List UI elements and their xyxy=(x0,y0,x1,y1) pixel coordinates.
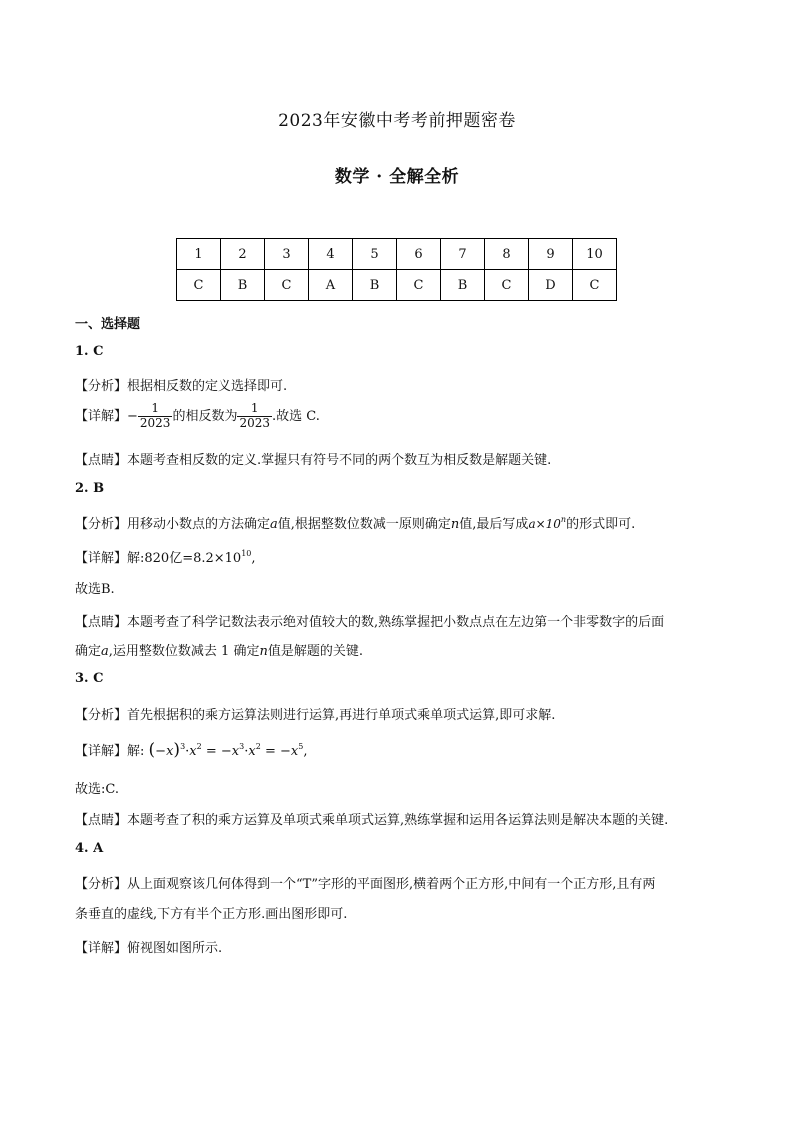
scientific-exponent: n xyxy=(560,515,567,524)
q3-detail-prefix: 【详解】解: xyxy=(75,744,145,759)
answer-cell: B xyxy=(441,270,485,301)
q4-detail: 【详解】俯视图如图所示. xyxy=(75,941,223,956)
q2-choose: 故选B. xyxy=(75,582,115,597)
q1-fraction-2 xyxy=(237,402,272,431)
q2-analysis-part: 值,根据整数位数减一原则确定 xyxy=(277,517,451,532)
answer-cell: C xyxy=(177,270,221,301)
q1-detail-mid: 的相反数为 xyxy=(172,408,238,424)
answer-cell: C xyxy=(397,270,441,301)
question-number-cell: 1 xyxy=(177,239,221,270)
q3-choose: 故选:C. xyxy=(75,782,119,797)
question-number-cell: 9 xyxy=(529,239,573,270)
q3-formula: $(-x)^3\cdot x^2 = -x^3\cdot x^2 = -x^5$, xyxy=(148,740,308,760)
fraction-denominator: 2023 xyxy=(139,415,171,430)
question-number-cell: 10 xyxy=(573,239,617,270)
answer-cell: C xyxy=(573,270,617,301)
q2-analysis-part: 的形式即可. xyxy=(566,517,636,532)
answer-cell: B xyxy=(221,270,265,301)
answer-cell: A xyxy=(309,270,353,301)
q1-fraction-1 xyxy=(138,402,173,431)
q1-label: 1. C xyxy=(75,344,104,359)
fraction-numerator: 1 xyxy=(237,402,272,417)
answer-cell: D xyxy=(529,270,573,301)
document-subtitle: 数学 · 全解全析 xyxy=(334,167,460,187)
answer-table-answer-row xyxy=(177,270,617,301)
q2-comment-1: 【点睛】本题考查了科学记数法表示绝对值较大的数,熟练掌握把小数点点在左边第一个非零数字的后面 xyxy=(75,615,665,630)
q1-analysis: 【分析】根据相反数的定义选择即可. xyxy=(75,379,288,394)
q2-comment-part: 值是解题的关键. xyxy=(267,644,363,659)
var-n: n xyxy=(450,517,460,532)
q4-label: 4. A xyxy=(75,841,104,856)
fraction-numerator: 1 xyxy=(138,402,173,417)
question-number-cell: 2 xyxy=(221,239,265,270)
q2-detail xyxy=(75,547,735,566)
answer-cell: C xyxy=(485,270,529,301)
section-title: 一、选择题 xyxy=(75,317,141,332)
q3-label: 3. C xyxy=(75,671,104,686)
question-number-cell: 6 xyxy=(397,239,441,270)
q2-analysis xyxy=(75,513,735,532)
q4-analysis-2: 条垂直的虚线,下方有半个正方形.画出图形即可. xyxy=(75,907,348,922)
q2-analysis-part: 值,最后写成 xyxy=(459,517,529,532)
q3-analysis: 【分析】首先根据积的乘方运算法则进行运算,再进行单项式乘单项式运算,即可求解. xyxy=(75,708,556,723)
q2-comment-part: 确定 xyxy=(75,644,102,659)
q2-analysis-part: 【分析】用移动小数点的方法确定 xyxy=(75,517,271,532)
document-title: 2023年安徽中考考前押题密卷 xyxy=(278,111,516,131)
answer-cell: C xyxy=(265,270,309,301)
fraction-denominator: 2023 xyxy=(239,415,271,430)
question-number-cell: 4 xyxy=(309,239,353,270)
answer-table-number-row xyxy=(177,239,617,270)
q1-detail-suffix: .故选 C. xyxy=(272,408,320,424)
var-n: n xyxy=(259,644,268,659)
question-number-cell: 5 xyxy=(353,239,397,270)
question-number-cell: 8 xyxy=(485,239,529,270)
var-a: a xyxy=(270,517,278,532)
q2-detail-end: , xyxy=(251,551,256,566)
q3-detail xyxy=(75,740,735,760)
q1-detail xyxy=(75,402,735,431)
q4-analysis-1: 【分析】从上面观察该几何体得到一个“T”字形的平面图形,横着两个正方形,中间有一个正方形,且有两 xyxy=(75,877,656,892)
question-number-cell: 3 xyxy=(265,239,309,270)
q1-comment: 【点睛】本题考查相反数的定义.掌握只有符号不同的两个数互为相反数是解题关键. xyxy=(75,453,552,468)
q2-comment-part: ,运用整数位数减去 1 确定 xyxy=(108,644,260,659)
q2-label: 2. B xyxy=(75,481,105,496)
q2-detail-exponent: 10 xyxy=(241,549,252,558)
q1-detail-prefix: 【详解】− xyxy=(75,408,138,424)
q3-comment: 【点睛】本题考查了积的乘方运算及单项式乘单项式运算,熟练掌握和运用各运算法则是解决本题的关键. xyxy=(75,813,669,828)
question-number-cell: 7 xyxy=(441,239,485,270)
answer-cell: B xyxy=(353,270,397,301)
q2-comment-2 xyxy=(75,640,735,659)
q2-detail-text: 【详解】解:820亿=8.2×10 xyxy=(75,551,242,566)
scientific-notation: a×10 xyxy=(528,517,561,531)
answer-table xyxy=(176,238,617,301)
var-a: a xyxy=(101,644,109,659)
